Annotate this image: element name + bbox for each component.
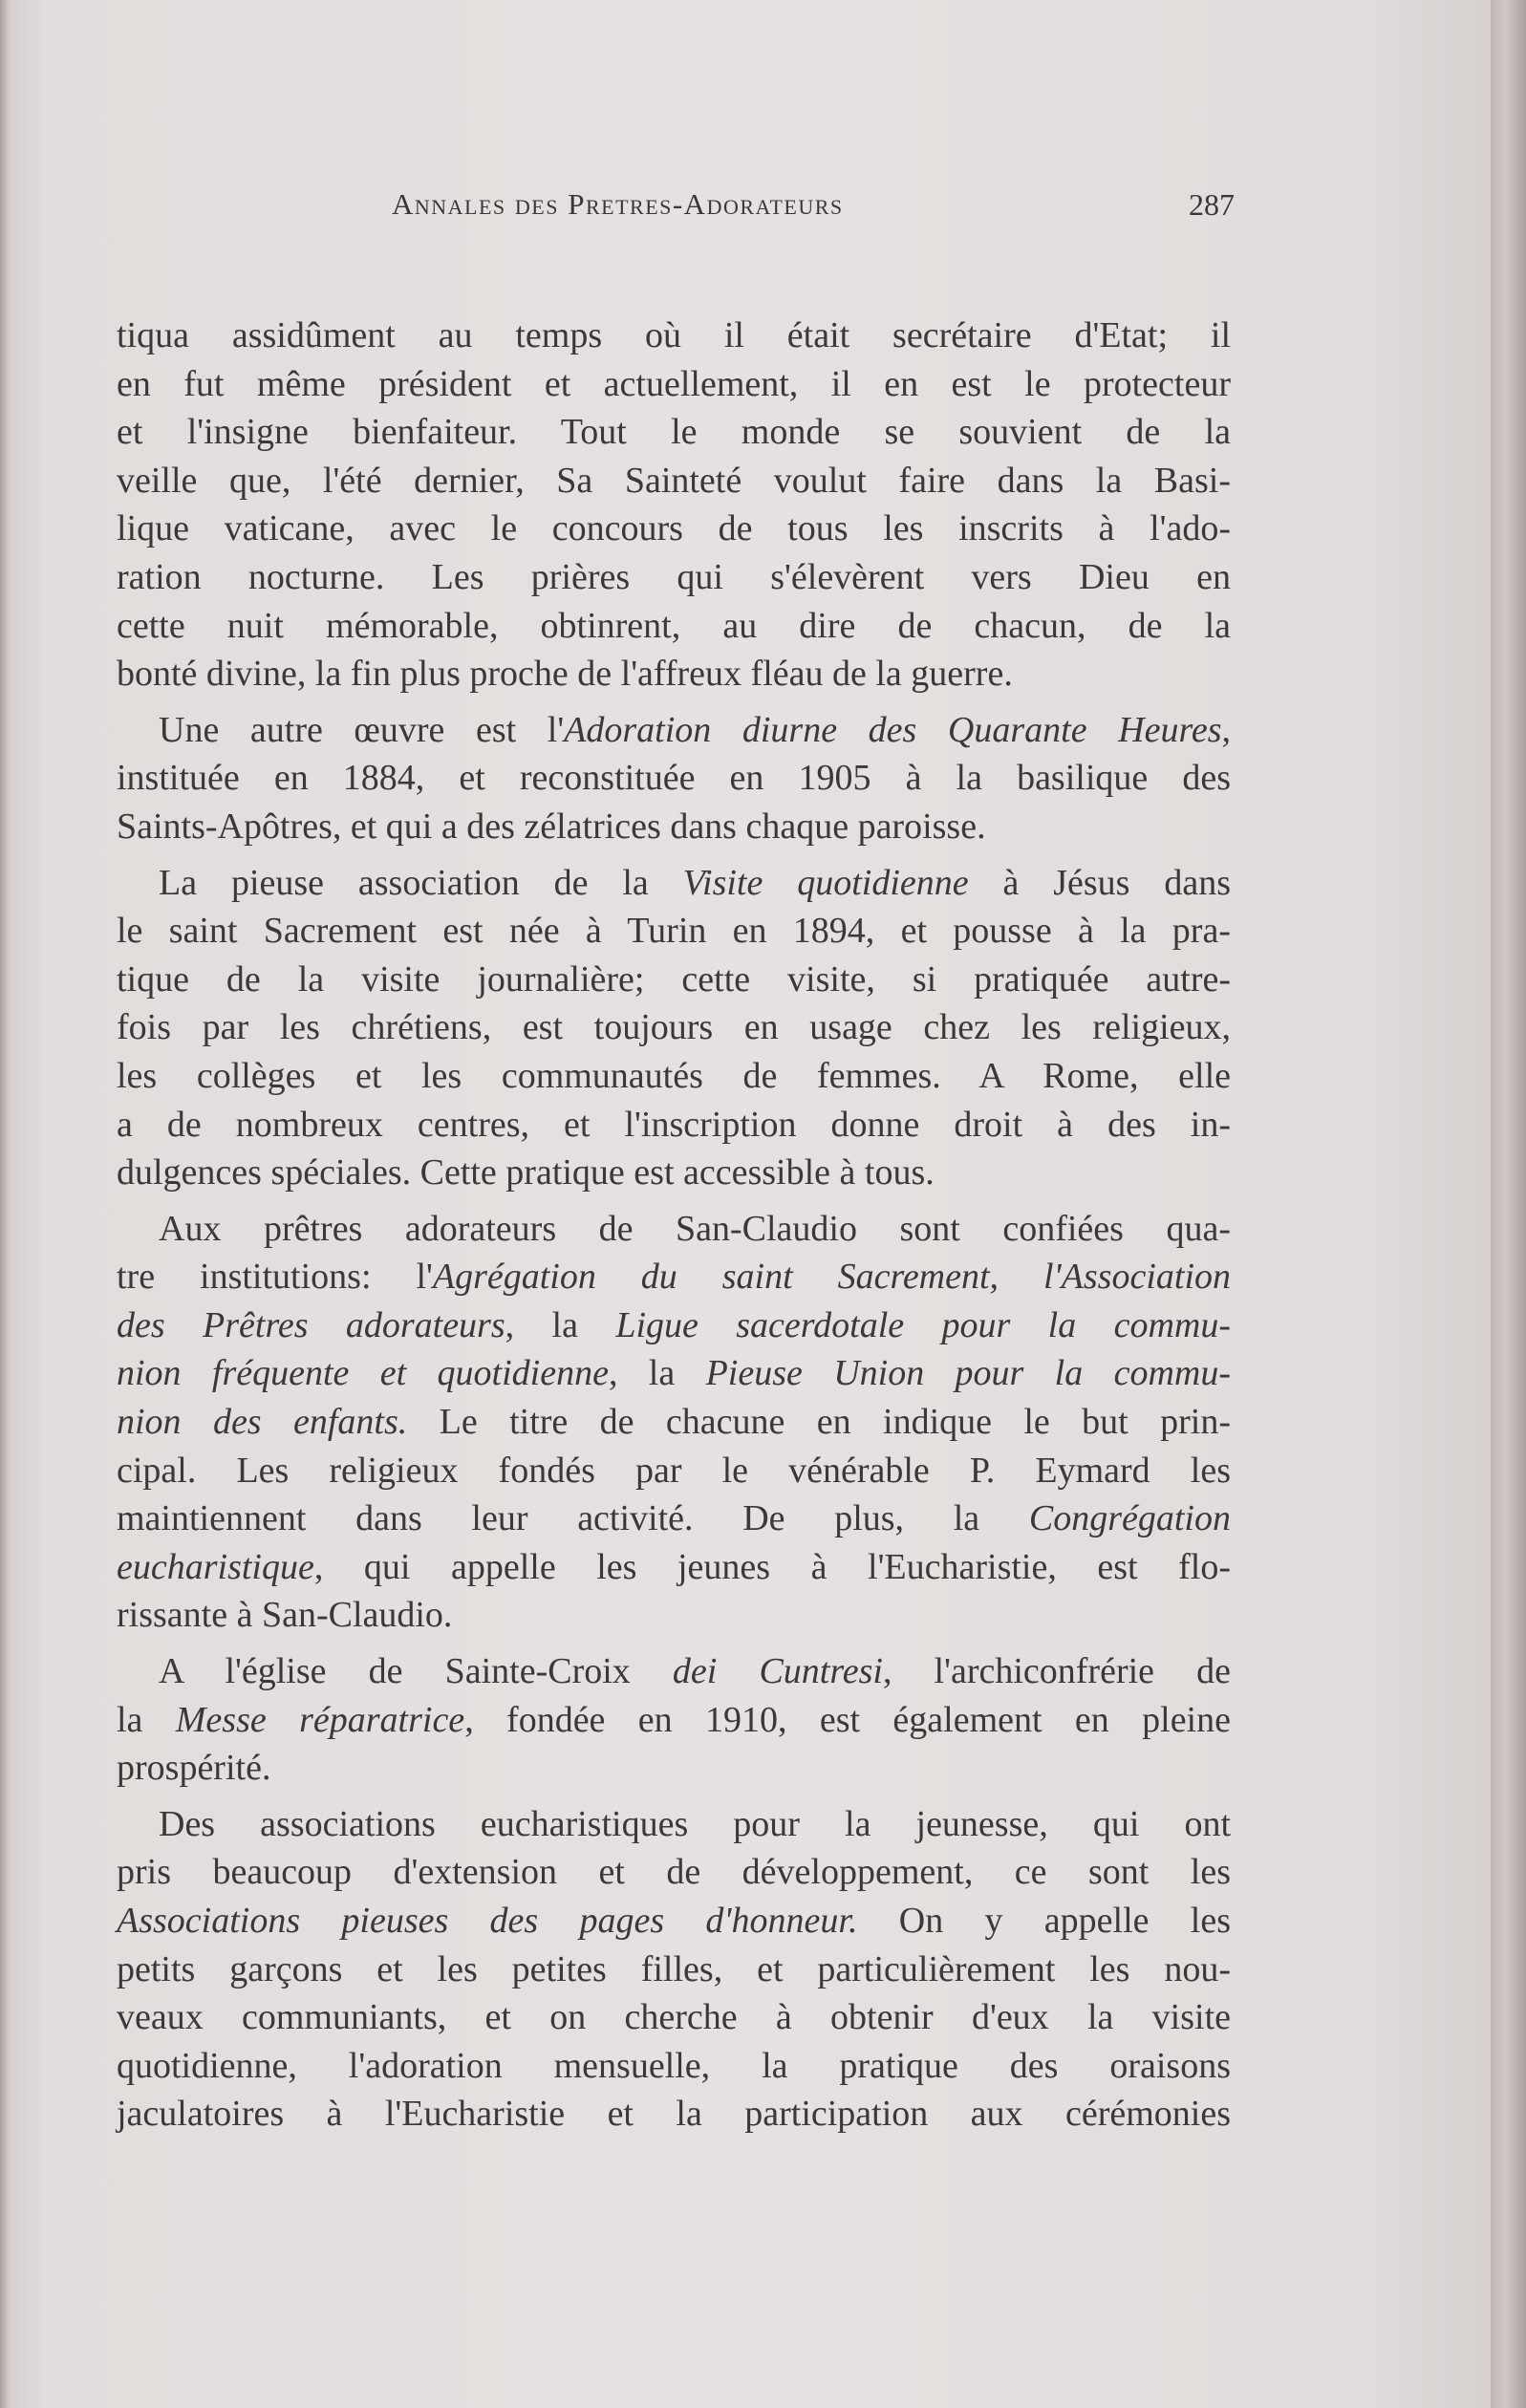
text-line: A l'église de Sainte-Croix dei Cuntresi, l'archiconfrérie de <box>159 1651 1231 1692</box>
text-line: veaux communiants, et on cherche à obtenir d'eux la visite <box>117 1997 1231 2038</box>
text-line: cipal. Les religieux fondés par le vénérable P. Eymard les <box>117 1450 1231 1491</box>
text-line: ration nocturne. Les prières qui s'élevèrent vers Dieu en <box>117 556 1231 597</box>
text-line: en fut même président et actuellement, il en est le protecteur <box>117 363 1231 404</box>
text-line: dulgences spéciales. Cette pratique est accessible à tous. <box>117 1152 935 1193</box>
text-line: et l'insigne bienfaiteur. Tout le monde se souvient de la <box>117 412 1231 453</box>
text-line: La pieuse association de la Visite quotidienne à Jésus dans <box>159 862 1231 903</box>
text-line: petits garçons et les petites filles, et particulièrement les nou- <box>117 1948 1231 1989</box>
text-line: nion fréquente et quotidienne, la Pieuse Union pour la commu- <box>117 1353 1231 1394</box>
text-line: rissante à San-Claudio. <box>117 1595 453 1636</box>
text-line: quotidienne, l'adoration mensuelle, la pratique des oraisons <box>117 2045 1231 2086</box>
text-line: Une autre œuvre est l'Adoration diurne des Quarante Heures, <box>159 709 1231 750</box>
text-line: prospérité. <box>117 1748 271 1789</box>
text-line: cette nuit mémorable, obtinrent, au dire de chacun, de la <box>117 605 1231 646</box>
text-line: lique vaticane, avec le concours de tous les inscrits à l'ado- <box>117 508 1231 549</box>
page-gutter-shadow <box>0 0 10 2408</box>
text-line: des Prêtres adorateurs, la Ligue sacerdotale pour la commu- <box>117 1304 1231 1345</box>
text-line: maintiennent dans leur activité. De plus, la Congrégation <box>117 1498 1231 1539</box>
text-line: a de nombreux centres, et l'inscription donne droit à des in- <box>117 1104 1231 1145</box>
text-line: tique de la visite journalière; cette visite, si pratiquée autre- <box>117 958 1231 1000</box>
text-line: Des associations eucharistiques pour la jeunesse, qui ont <box>159 1803 1231 1844</box>
page-number: 287 <box>1189 187 1235 222</box>
text-line: bonté divine, la fin plus proche de l'affreux fléau de la guerre. <box>117 654 1013 695</box>
text-line: instituée en 1884, et reconstituée en 1905 à la basilique des <box>117 758 1231 799</box>
page-edge <box>1491 0 1526 2408</box>
text-line: le saint Sacrement est née à Turin en 1894, et pousse à la pra- <box>117 911 1231 952</box>
text-line: pris beaucoup d'extension et de développement, ce sont les <box>117 1852 1231 1893</box>
running-header <box>392 187 1235 235</box>
text-line: nion des enfants. Le titre de chacune en indique le but prin- <box>117 1402 1231 1443</box>
text-line: les collèges et les communautés de femmes. A Rome, elle <box>117 1055 1231 1096</box>
text-line: eucharistique, qui appelle les jeunes à l'Eucharistie, est flo- <box>117 1546 1231 1587</box>
text-line: la Messe réparatrice, fondée en 1910, est également en pleine <box>117 1699 1231 1740</box>
text-line: jaculatoires à l'Eucharistie et la participation aux cérémonies <box>117 2094 1231 2135</box>
text-line: Associations pieuses des pages d'honneur. On y appelle les <box>117 1901 1232 1941</box>
text-line: veille que, l'été dernier, Sa Sainteté voulut faire dans la Basi- <box>117 460 1231 501</box>
text-line: tre institutions: l'Agrégation du saint Sacrement, l'Association <box>117 1257 1232 1298</box>
text-line: tiqua assidûment au temps où il était secrétaire d'Etat; il <box>117 315 1231 355</box>
text-line: Aux prêtres adorateurs de San-Claudio sont confiées qua- <box>159 1208 1231 1249</box>
running-title: Annales des Pretres-Adorateurs <box>392 187 844 221</box>
text-line: fois par les chrétiens, est toujours en usage chez les religieux, <box>117 1007 1231 1048</box>
body-text <box>117 312 1231 2139</box>
text-line: Saints-Apôtres, et qui a des zélatrices dans chaque paroisse. <box>117 806 986 847</box>
